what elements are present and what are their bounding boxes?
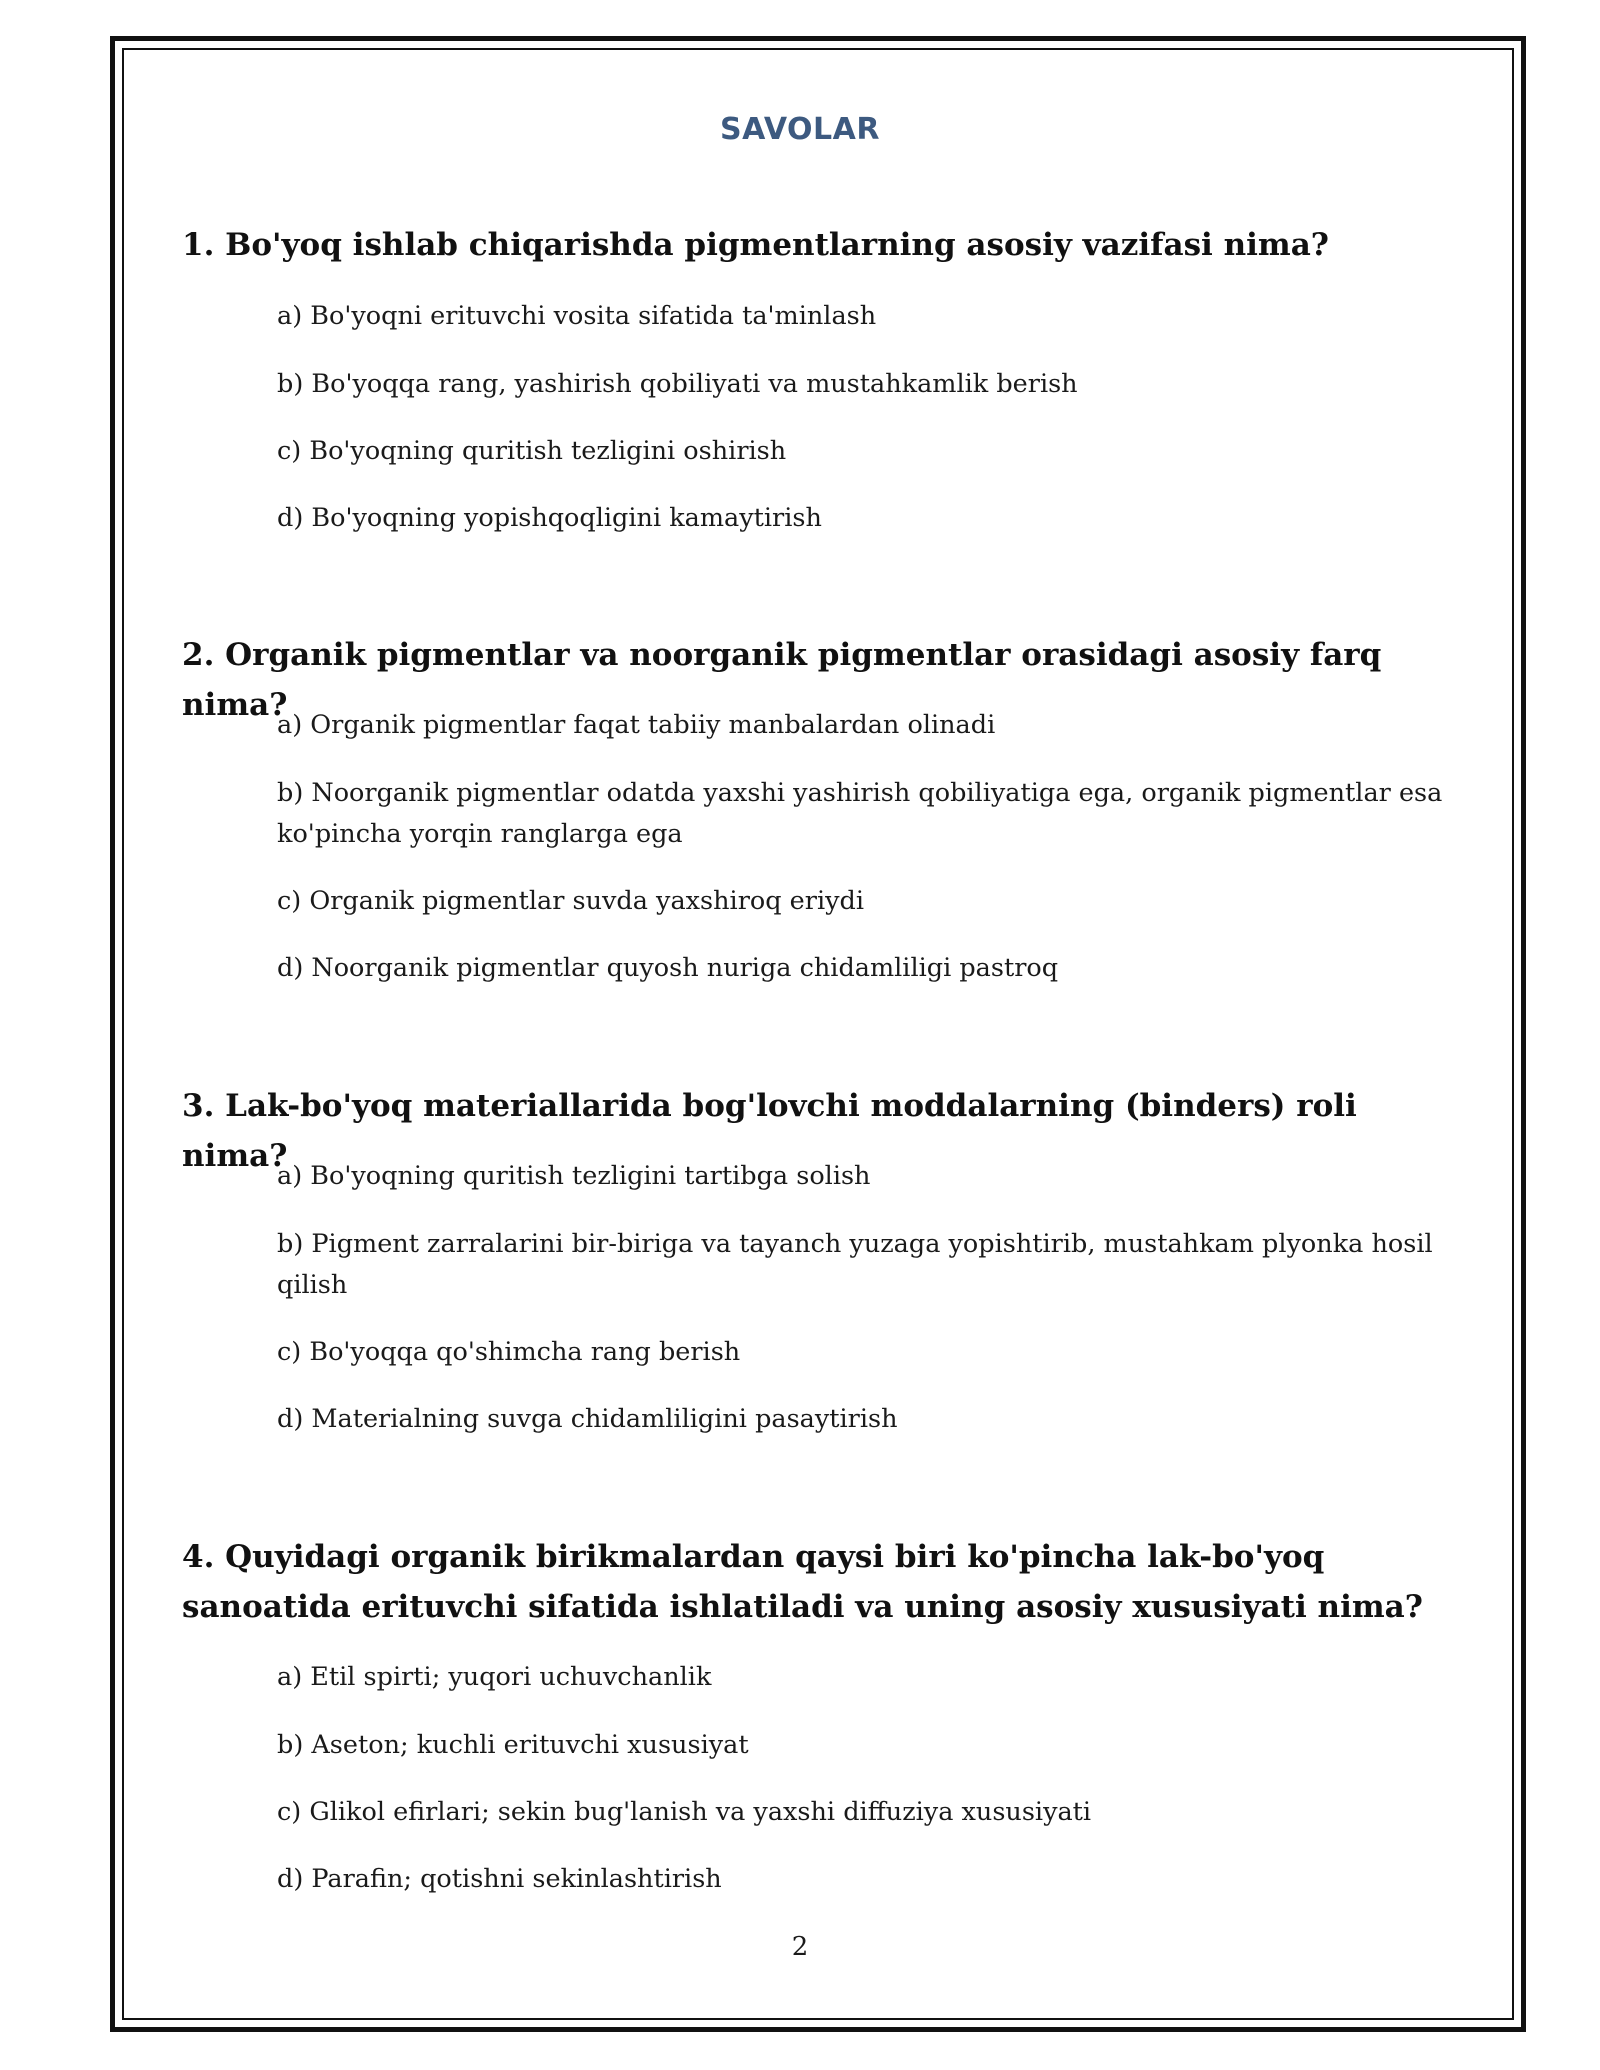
question-4-option-b: b) Aseton; kuchli erituvchi xususiyat — [277, 1730, 749, 1760]
question-3-option-c: c) Bo'yoqqa qo'shimcha rang berish — [277, 1337, 741, 1367]
page-number: 2 — [791, 1932, 809, 1962]
question-1-option-c: c) Bo'yoqning quritish tezligini oshirish — [277, 436, 787, 466]
question-2-text: 2. Organik pigmentlar va noorganik pigmentlar orasidagi asosiy farq nima? — [182, 637, 1382, 723]
question-4-option-c: c) Glikol efirlari; sekin bug'lanish va yaxshi diffuziya xususiyati — [277, 1797, 1092, 1827]
question-2-option-a: a) Organik pigmentlar faqat tabiiy manbalardan olinadi — [277, 710, 996, 740]
page-title: SAVOLAR — [720, 112, 880, 147]
question-3-option-b: b) Pigment zarralarini bir-biriga va tayanch yuzaga yopishtirib, mustahkam plyonka hosil qilish — [277, 1229, 1433, 1300]
question-3-option-d: d) Materialning suvga chidamliligini pasaytirish — [277, 1404, 898, 1434]
question-2-option-b: b) Noorganik pigmentlar odatda yaxshi yashirish qobiliyatiga ega, organik pigmentlar esa ko'pincha yorqin ranglarga ega — [277, 778, 1443, 849]
question-2-option-c: c) Organik pigmentlar suvda yaxshiroq eriydi — [277, 886, 864, 916]
question-1-option-b: b) Bo'yoqqa rang, yashirish qobiliyati va mustahkamlik berish — [277, 369, 1078, 399]
question-1-option-d: d) Bo'yoqning yopishqoqligini kamaytirish — [277, 503, 822, 533]
question-3-option-a: a) Bo'yoqning quritish tezligini tartibga solish — [277, 1161, 871, 1191]
question-4-option-a: a) Etil spirti; yuqori uchuvchanlik — [277, 1662, 712, 1692]
question-1-text: 1. Bo'yoq ishlab chiqarishda pigmentlarning asosiy vazifasi nima? — [182, 227, 1329, 263]
question-2-option-d: d) Noorganik pigmentlar quyosh nuriga chidamliligi pastroq — [277, 953, 1059, 983]
question-1-option-a: a) Bo'yoqni erituvchi vosita sifatida ta'minlash — [277, 301, 877, 331]
question-4-option-d: d) Parafin; qotishni sekinlashtirish — [277, 1864, 722, 1894]
question-4-text: 4. Quyidagi organik birikmalardan qaysi biri ko'pincha lak-bo'yoq sanoatida erituvchi sifatida ishlatiladi va uning asosiy xususiyati nima? — [182, 1539, 1423, 1625]
question-3-text: 3. Lak-bo'yoq materiallarida bog'lovchi moddalarning (binders) roli nima? — [182, 1088, 1357, 1174]
